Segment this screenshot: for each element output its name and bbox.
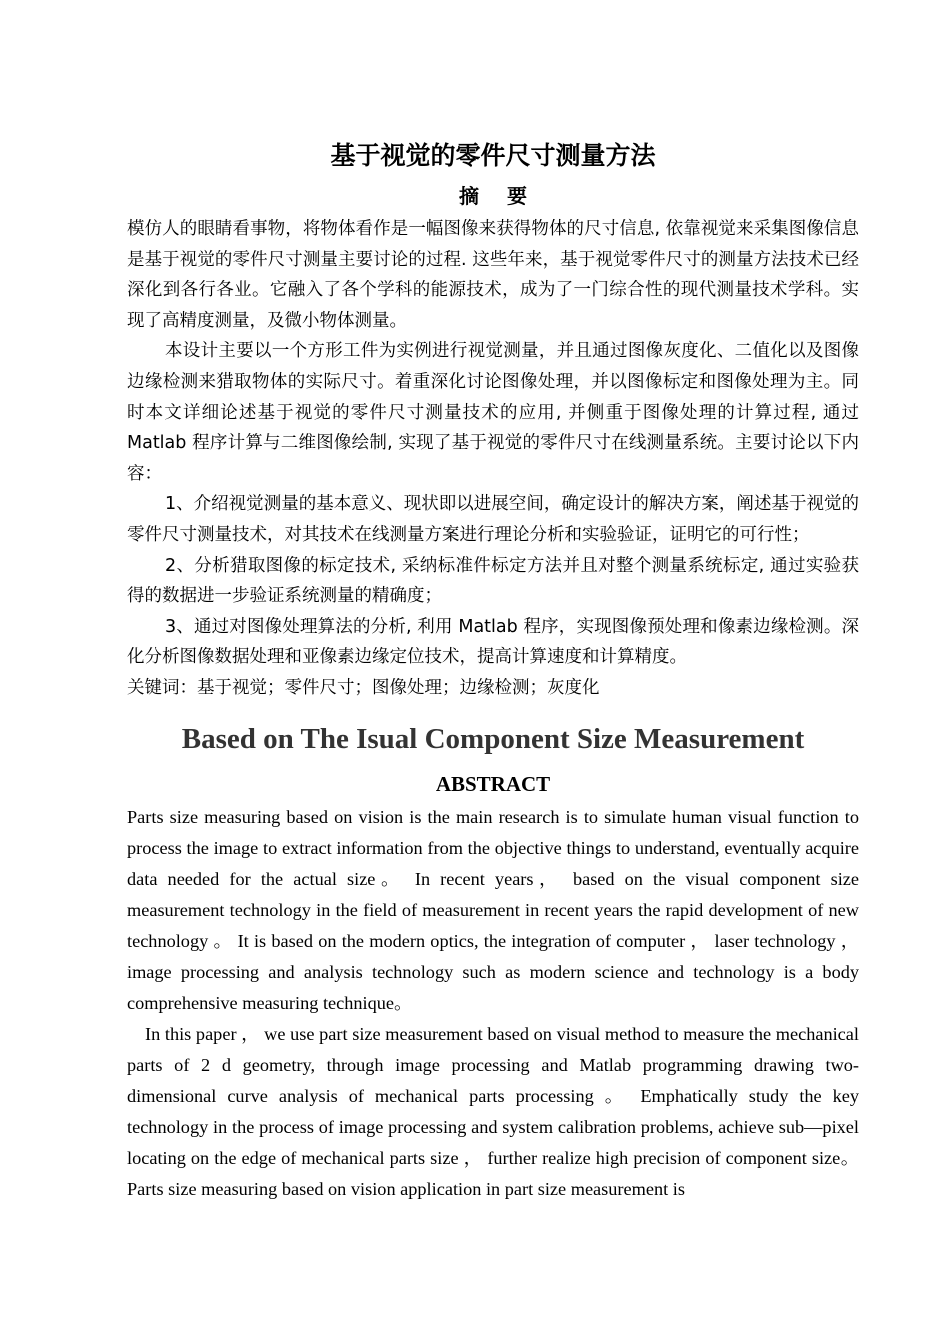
english-abstract-heading: ABSTRACT <box>435 771 551 796</box>
chinese-abstract-item: 1、介绍视觉测量的基本意义、现状即以进展空间，确定设计的解决方案，阐述基于视觉的零件尺寸测量技术，对其技术在线测量方案进行理论分析和实验验证，证明它的可行性； <box>127 494 859 545</box>
english-title: Based on The Isual Component Size Measurement <box>181 722 805 755</box>
document-page <box>127 134 859 1205</box>
chinese-abstract-paragraph: 模仿人的眼睛看事物，将物体看作是一幅图像来获得物体的尺寸信息, 依靠视觉来采集图像信息是基于视觉的零件尺寸测量主要讨论的过程. 这些年来，基于视觉零件尺寸的测量方法技术已经深化到各行各业。它融入了各个学科的能源技术，成为了一门综合性的现代测量技术学科。实现了高精度测量，及微小物体测量。 <box>127 219 859 331</box>
chinese-abstract-paragraph: 本设计主要以一个方形工件为实例进行视觉测量，并且通过图像灰度化、二值化以及图像边缘检测来猎取物体的实际尺寸。着重深化讨论图像处理，并以图像标定和图像处理为主。同时本文详细论述基于视觉的零件尺寸测量技术的应用, 并侧重于图像处理的计算过程, 通过 Matlab 程序计算与二维图像绘制, 实现了基于视觉的零件尺寸在线测量系统。主要讨论以下内容： <box>127 341 859 484</box>
english-abstract-paragraph: Parts size measuring based on vision is the main research is to simulate human visual function to process the image to extract information from the objective things to understand, eventually acquire data needed for the actual size。 In recent years， based on the visual component size measurement technology in the field of measurement in recent years the rapid development of new technology 。 It is based on the modern optics, the integration of computer ， laser technology ， image processing and analysis technology such as modern science and technology is a body comprehensive measuring technique。 <box>127 806 859 1013</box>
chinese-abstract-item: 3、通过对图像处理算法的分析, 利用 Matlab 程序，实现图像预处理和像素边缘检测。深化分析图像数据处理和亚像素边缘定位技术，提高计算速度和计算精度。 <box>127 616 859 668</box>
keywords-line <box>127 673 859 704</box>
chinese-abstract-heading: 摘要 <box>459 184 555 208</box>
english-abstract-paragraph: In this paper ， we use part size measurement based on visual method to measure the mechanical parts of 2 d geometry, through image processing and Matlab programming drawing two-dimensional curve analysis of mechanical parts processing 。 Emphatically study the key technology in the process of image processing and system calibration problems, achieve sub—pixel locating on the edge of mechanical parts size ， further realize high precision of component size。Parts size measuring based on vision application in part size measurement is <box>127 1023 859 1199</box>
keywords-label: 关键词： <box>127 677 197 698</box>
chinese-title: 基于视觉的零件尺寸测量方法 <box>330 141 656 170</box>
chinese-abstract-item: 2、分析猎取图像的标定技术, 采纳标准件标定方法并且对整个测量系统标定, 通过实验获得的数据进一步验证系统测量的精确度； <box>127 555 859 607</box>
keywords-value: 基于视觉；零件尺寸；图像处理；边缘检测；灰度化 <box>197 677 600 698</box>
